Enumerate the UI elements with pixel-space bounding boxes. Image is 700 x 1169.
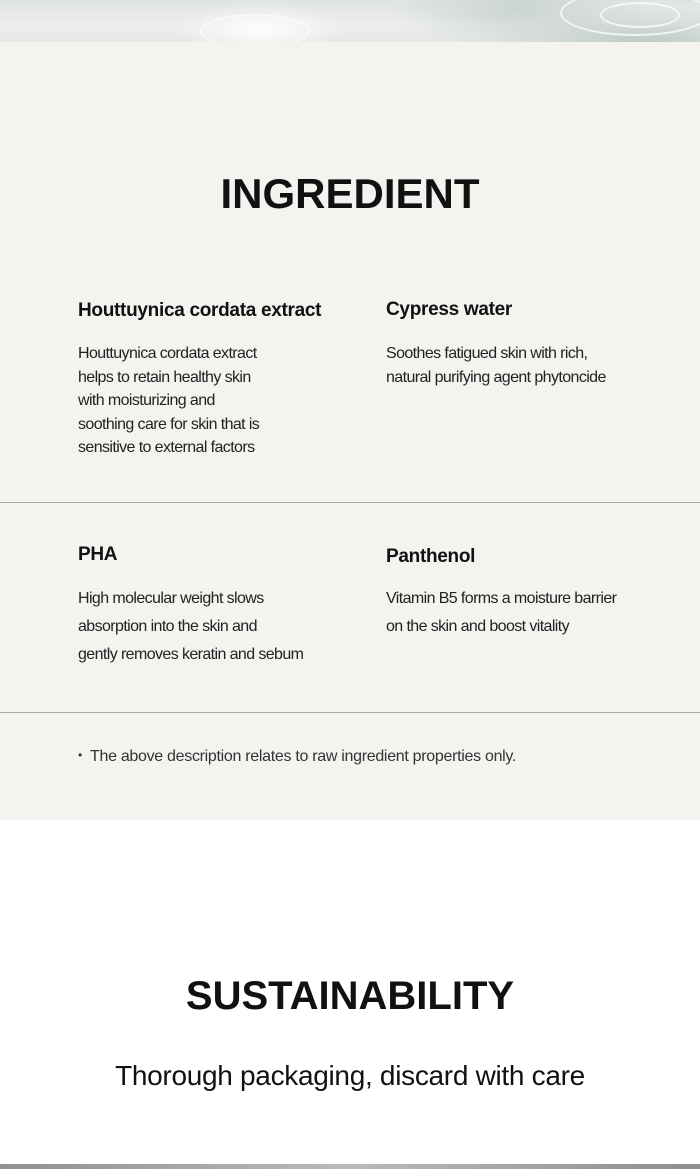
row-divider [0,712,700,713]
description-line: helps to retain healthy skin [78,368,251,386]
ingredient-description-panthenol [386,587,686,639]
note-bullet: • [78,748,82,762]
description-line: gently removes keratin and sebum [78,646,304,663]
description-line: Soothes fatigued skin with rich, [386,345,588,362]
description-line: Houttuynica cordata extract [78,345,257,362]
next-image-edge [0,1164,700,1169]
ingredient-description-pha [78,587,368,667]
description-line: High molecular weight slows [78,590,264,607]
row-divider [0,502,700,503]
ingredient-name-panthenol: Panthenol [386,546,476,567]
ingredient-name-pha: PHA [78,544,118,565]
ingredient-description-cypress [386,342,676,389]
ingredient-section [0,42,700,820]
water-ripple-photo [0,0,700,42]
ripple-ring [600,2,680,28]
sustainability-subtitle: Thorough packaging, discard with care [115,1060,585,1091]
description-line: soothing care for skin that is [78,415,260,433]
note-text: The above description relates to raw ingredient properties only. [90,748,517,765]
sustainability-section [0,820,700,1164]
description-line: with moisturizing and [78,392,215,409]
description-line: absorption into the skin and [78,618,257,635]
sustainability-title: SUSTAINABILITY [185,974,515,1018]
description-line: Vitamin B5 forms a moisture barrier [386,590,617,607]
description-line: natural purifying agent phytoncide [386,368,606,386]
description-line: sensitive to external factors [78,439,255,456]
ingredient-title: INGREDIENT [220,170,480,217]
ingredient-note [78,748,516,766]
description-line: on the skin and boost vitality [386,618,570,635]
ingredient-name-houttuynica: Houttuynica cordata extract [78,300,322,321]
ingredient-description-houttuynica [78,342,348,460]
ingredient-name-cypress: Cypress water [386,299,513,320]
